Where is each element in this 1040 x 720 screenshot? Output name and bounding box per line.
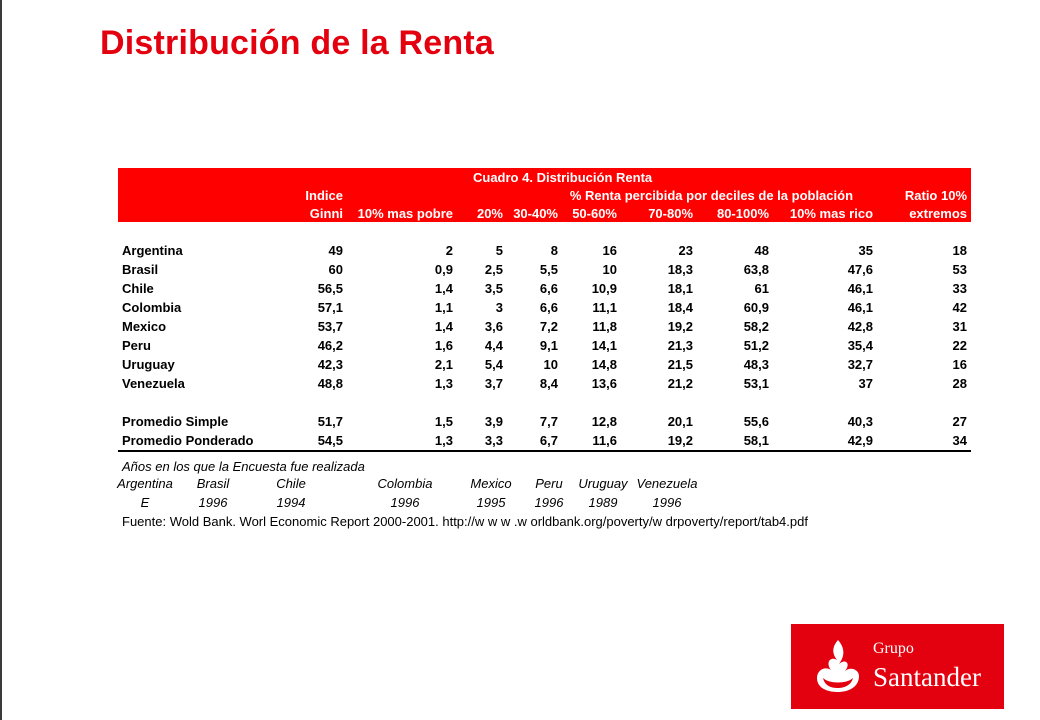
table-row [118, 241, 971, 260]
subheader-cell: 10% mas pobre [347, 204, 457, 222]
table-row [118, 431, 971, 451]
table-row [118, 336, 971, 355]
table-cell: 1,5 [434, 414, 453, 429]
table-cell: 11,8 [592, 319, 617, 334]
survey-year: E [140, 495, 150, 510]
table-cell: 54,5 [278, 431, 347, 451]
table-cell: 8 [550, 243, 558, 258]
table-cell: 23 [678, 243, 694, 258]
survey-country: Brasil [196, 476, 230, 491]
table-cell: 1,4 [434, 319, 453, 334]
survey-country: Argentina [117, 476, 173, 491]
table-cell: 9,1 [539, 338, 558, 353]
table-cell: 21,5 [667, 357, 694, 372]
row-label: Uruguay [122, 357, 175, 372]
table-cell: 48 [754, 243, 770, 258]
table-row [118, 412, 971, 431]
table-cell: 18 [952, 243, 968, 258]
table-cell: 11,6 [562, 431, 621, 451]
table-cell: 5 [495, 243, 503, 258]
table-cell: 32,7 [847, 357, 874, 372]
table-cell: 51,2 [743, 338, 770, 353]
table-cell: 1,1 [434, 300, 453, 315]
table-cell: 22 [952, 338, 968, 353]
table-cell: 28 [952, 376, 968, 391]
table-cell: 53,7 [317, 319, 343, 334]
table-cell: 10,9 [591, 281, 617, 296]
table-row [118, 374, 971, 393]
table-cell: 51,7 [317, 414, 343, 429]
survey-country: Venezuela [636, 476, 698, 491]
table-cell: 31 [952, 319, 968, 334]
row-label: Venezuela [122, 376, 185, 391]
income-distribution-table [118, 168, 971, 452]
table-cell: 53,1 [743, 376, 770, 391]
table-cell: 18,4 [667, 300, 694, 315]
table-cell: 6,6 [539, 300, 558, 315]
table-cell: 3,5 [484, 281, 503, 296]
survey-year: 1995 [476, 495, 506, 510]
row-label: Promedio Simple [122, 414, 229, 429]
table-caption: Cuadro 4. Distribución Renta [457, 168, 697, 186]
table-cell: 60,9 [743, 300, 770, 315]
table-cell: 58,1 [697, 431, 773, 451]
header-ratio: Ratio 10% [877, 186, 971, 204]
table-cell: 3,9 [484, 414, 503, 429]
table-cell: 14,1 [591, 338, 617, 353]
santander-logo [791, 624, 1004, 709]
table-spacer [118, 222, 971, 241]
table-cell: 34 [877, 431, 971, 451]
table-caption-row [118, 168, 971, 186]
page-title: Distribución de la Renta [100, 24, 494, 62]
survey-year: 1996 [198, 495, 228, 510]
subheader-cell: extremos [877, 204, 971, 222]
table-cell: 14,8 [591, 357, 617, 372]
table-spacer [118, 393, 971, 412]
header-deciles: % Renta percibida por deciles de la población [457, 186, 877, 204]
table-cell: 19,2 [621, 431, 697, 451]
table-cell: 18,1 [667, 281, 694, 296]
source-note: Fuente: Wold Bank. Worl Economic Report 2000-2001. http://w w w .w orldbank.org/poverty/w drpoverty/report/tab4.pdf [122, 514, 808, 529]
row-label: Argentina [122, 243, 183, 258]
table-cell: 5,4 [484, 357, 503, 372]
row-label: Peru [122, 338, 151, 353]
table-cell: 35 [858, 243, 874, 258]
table-cell: 58,2 [743, 319, 770, 334]
table-cell: 2,1 [434, 357, 453, 372]
table-cell: 3,6 [484, 319, 503, 334]
table-cell: 6,7 [507, 431, 562, 451]
survey-country: Colombia [377, 476, 433, 491]
table-cell: 63,8 [743, 262, 770, 277]
table-cell: 55,6 [743, 414, 770, 429]
table-cell: 56,5 [317, 281, 343, 296]
table-cell: 40,3 [847, 414, 874, 429]
survey-country: Mexico [470, 476, 512, 491]
table-cell: 4,4 [484, 338, 503, 353]
table-cell: 60 [328, 262, 343, 277]
table-cell: 13,6 [591, 376, 617, 391]
table-cell: 42,8 [847, 319, 874, 334]
table-cell: 48,3 [743, 357, 770, 372]
row-label: Promedio Ponderado [118, 431, 278, 451]
subheader-cell: 30-40% [507, 204, 562, 222]
row-label: Brasil [122, 262, 159, 277]
survey-year: 1996 [390, 495, 420, 510]
table-cell: 3,3 [457, 431, 507, 451]
table-cell: 53 [952, 262, 968, 277]
row-label: Mexico [122, 319, 167, 334]
flame-icon [815, 638, 861, 694]
table-cell: 0,9 [434, 262, 453, 277]
survey-country: Uruguay [578, 476, 628, 491]
table-cell: 10 [543, 357, 558, 372]
table-cell: 2,5 [484, 262, 503, 277]
subheader-cell: 10% mas rico [773, 204, 877, 222]
table-cell: 11,1 [592, 300, 617, 315]
table-cell: 19,2 [667, 319, 694, 334]
table-cell: 6,6 [539, 281, 558, 296]
table-cell: 21,3 [667, 338, 694, 353]
table-cell: 18,3 [667, 262, 694, 277]
subheader-cell: 70-80% [621, 204, 697, 222]
survey-year: 1994 [276, 495, 306, 510]
subheader-cell: 20% [457, 204, 507, 222]
table-cell: 16 [602, 243, 617, 258]
table-cell: 37 [858, 376, 874, 391]
survey-year: 1996 [652, 495, 682, 510]
table-cell: 5,5 [539, 262, 558, 277]
survey-year: 1996 [534, 495, 564, 510]
table-cell: 46,1 [847, 300, 874, 315]
table-cell: 33 [952, 281, 968, 296]
logo-grupo: Grupo [873, 640, 914, 657]
table-cell: 61 [754, 281, 770, 296]
table-cell: 1,4 [434, 281, 453, 296]
table-cell: 46,2 [317, 338, 343, 353]
table-cell: 1,3 [347, 431, 457, 451]
row-label: Colombia [122, 300, 182, 315]
header-indice: Indice [278, 186, 347, 204]
table-row [118, 298, 971, 317]
survey-country: Chile [276, 476, 306, 491]
table-header-row [118, 186, 971, 204]
table-row [118, 279, 971, 298]
table-cell: 3 [495, 300, 503, 315]
table-cell: 7,2 [539, 319, 558, 334]
row-label: Chile [122, 281, 154, 296]
survey-country: Peru [535, 476, 563, 491]
left-border [0, 0, 2, 720]
table-cell: 42,3 [317, 357, 343, 372]
survey-years-block [117, 458, 698, 510]
table-cell: 47,6 [847, 262, 874, 277]
table-cell: 42,9 [773, 431, 877, 451]
survey-years-heading: Años en los que la Encuesta fue realizada [122, 459, 365, 474]
logo-santander: Santander [873, 662, 981, 692]
table-cell: 10 [602, 262, 617, 277]
table-cell: 48,8 [317, 376, 343, 391]
table-cell: 21,2 [667, 376, 694, 391]
subheader-cell: 50-60% [562, 204, 621, 222]
table-cell: 46,1 [847, 281, 874, 296]
subheader-cell: 80-100% [697, 204, 773, 222]
table-cell: 3,7 [484, 376, 503, 391]
table-cell: 12,8 [591, 414, 617, 429]
table-subheader-row [118, 204, 971, 222]
table-cell: 8,4 [539, 376, 558, 391]
table-cell: 49 [328, 243, 343, 258]
table-cell: 57,1 [317, 300, 343, 315]
table-cell: 2 [445, 243, 453, 258]
table-cell: 1,6 [434, 338, 453, 353]
table-row [118, 317, 971, 336]
table-cell: 16 [952, 357, 968, 372]
table-cell: 27 [952, 414, 968, 429]
table-cell: 1,3 [434, 376, 453, 391]
table-cell: 20,1 [667, 414, 694, 429]
survey-year: 1989 [588, 495, 618, 510]
table-cell: 35,4 [847, 338, 874, 353]
table-row [118, 355, 971, 374]
table-cell: 7,7 [539, 414, 558, 429]
subheader-cell: Ginni [278, 204, 347, 222]
table-cell: 42 [952, 300, 968, 315]
table-row [118, 260, 971, 279]
